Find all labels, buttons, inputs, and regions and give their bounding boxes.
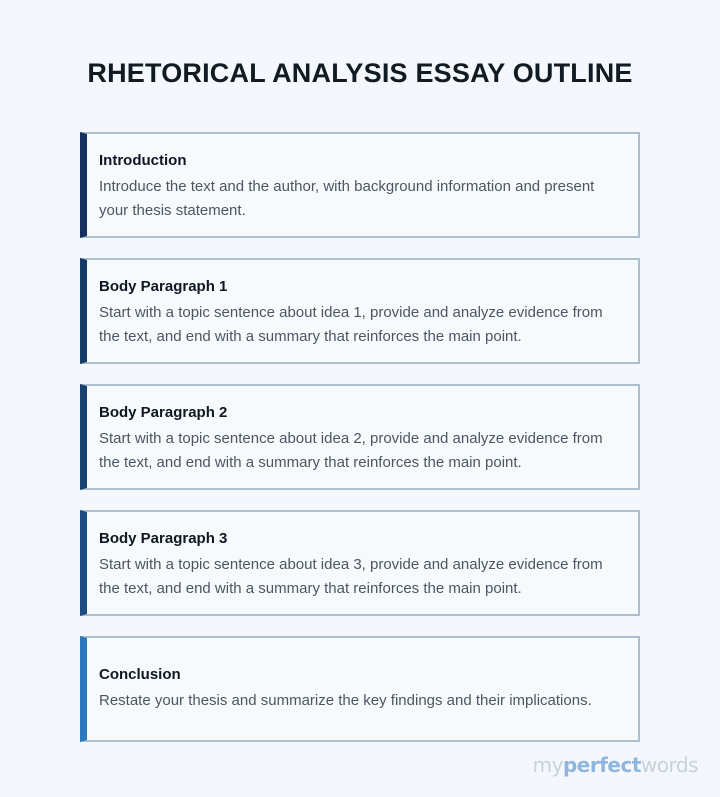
section-heading: Introduction [99, 152, 187, 169]
brand-logo [533, 753, 698, 777]
outline-sections [80, 132, 640, 742]
section-text: Restate your thesis and summarize the key findings and their implications. [99, 692, 592, 709]
section-heading: Body Paragraph 3 [99, 530, 228, 547]
logo-part-my: my [532, 753, 563, 777]
section-heading: Body Paragraph 2 [99, 404, 228, 421]
section-text: Start with a topic sentence about idea 3, provide and analyze evidence from the text, and end with a summary that reinforces the main point. [99, 556, 603, 597]
section-introduction [80, 132, 640, 238]
section-heading: Conclusion [99, 666, 181, 683]
page-title: RHETORICAL ANALYSIS ESSAY OUTLINE [87, 58, 633, 88]
section-text: Introduce the text and the author, with background information and present your thesis statement. [99, 178, 595, 219]
section-body-paragraph-1 [80, 258, 640, 364]
section-body-paragraph-2 [80, 384, 640, 490]
section-heading: Body Paragraph 1 [99, 278, 228, 295]
section-text: Start with a topic sentence about idea 1, provide and analyze evidence from the text, and end with a summary that reinforces the main point. [99, 304, 603, 345]
logo-part-perfect: perfect [562, 753, 641, 777]
logo-part-words: words [640, 753, 698, 777]
section-conclusion [80, 636, 640, 742]
section-body-paragraph-3 [80, 510, 640, 616]
section-text: Start with a topic sentence about idea 2, provide and analyze evidence from the text, and end with a summary that reinforces the main point. [99, 430, 603, 471]
